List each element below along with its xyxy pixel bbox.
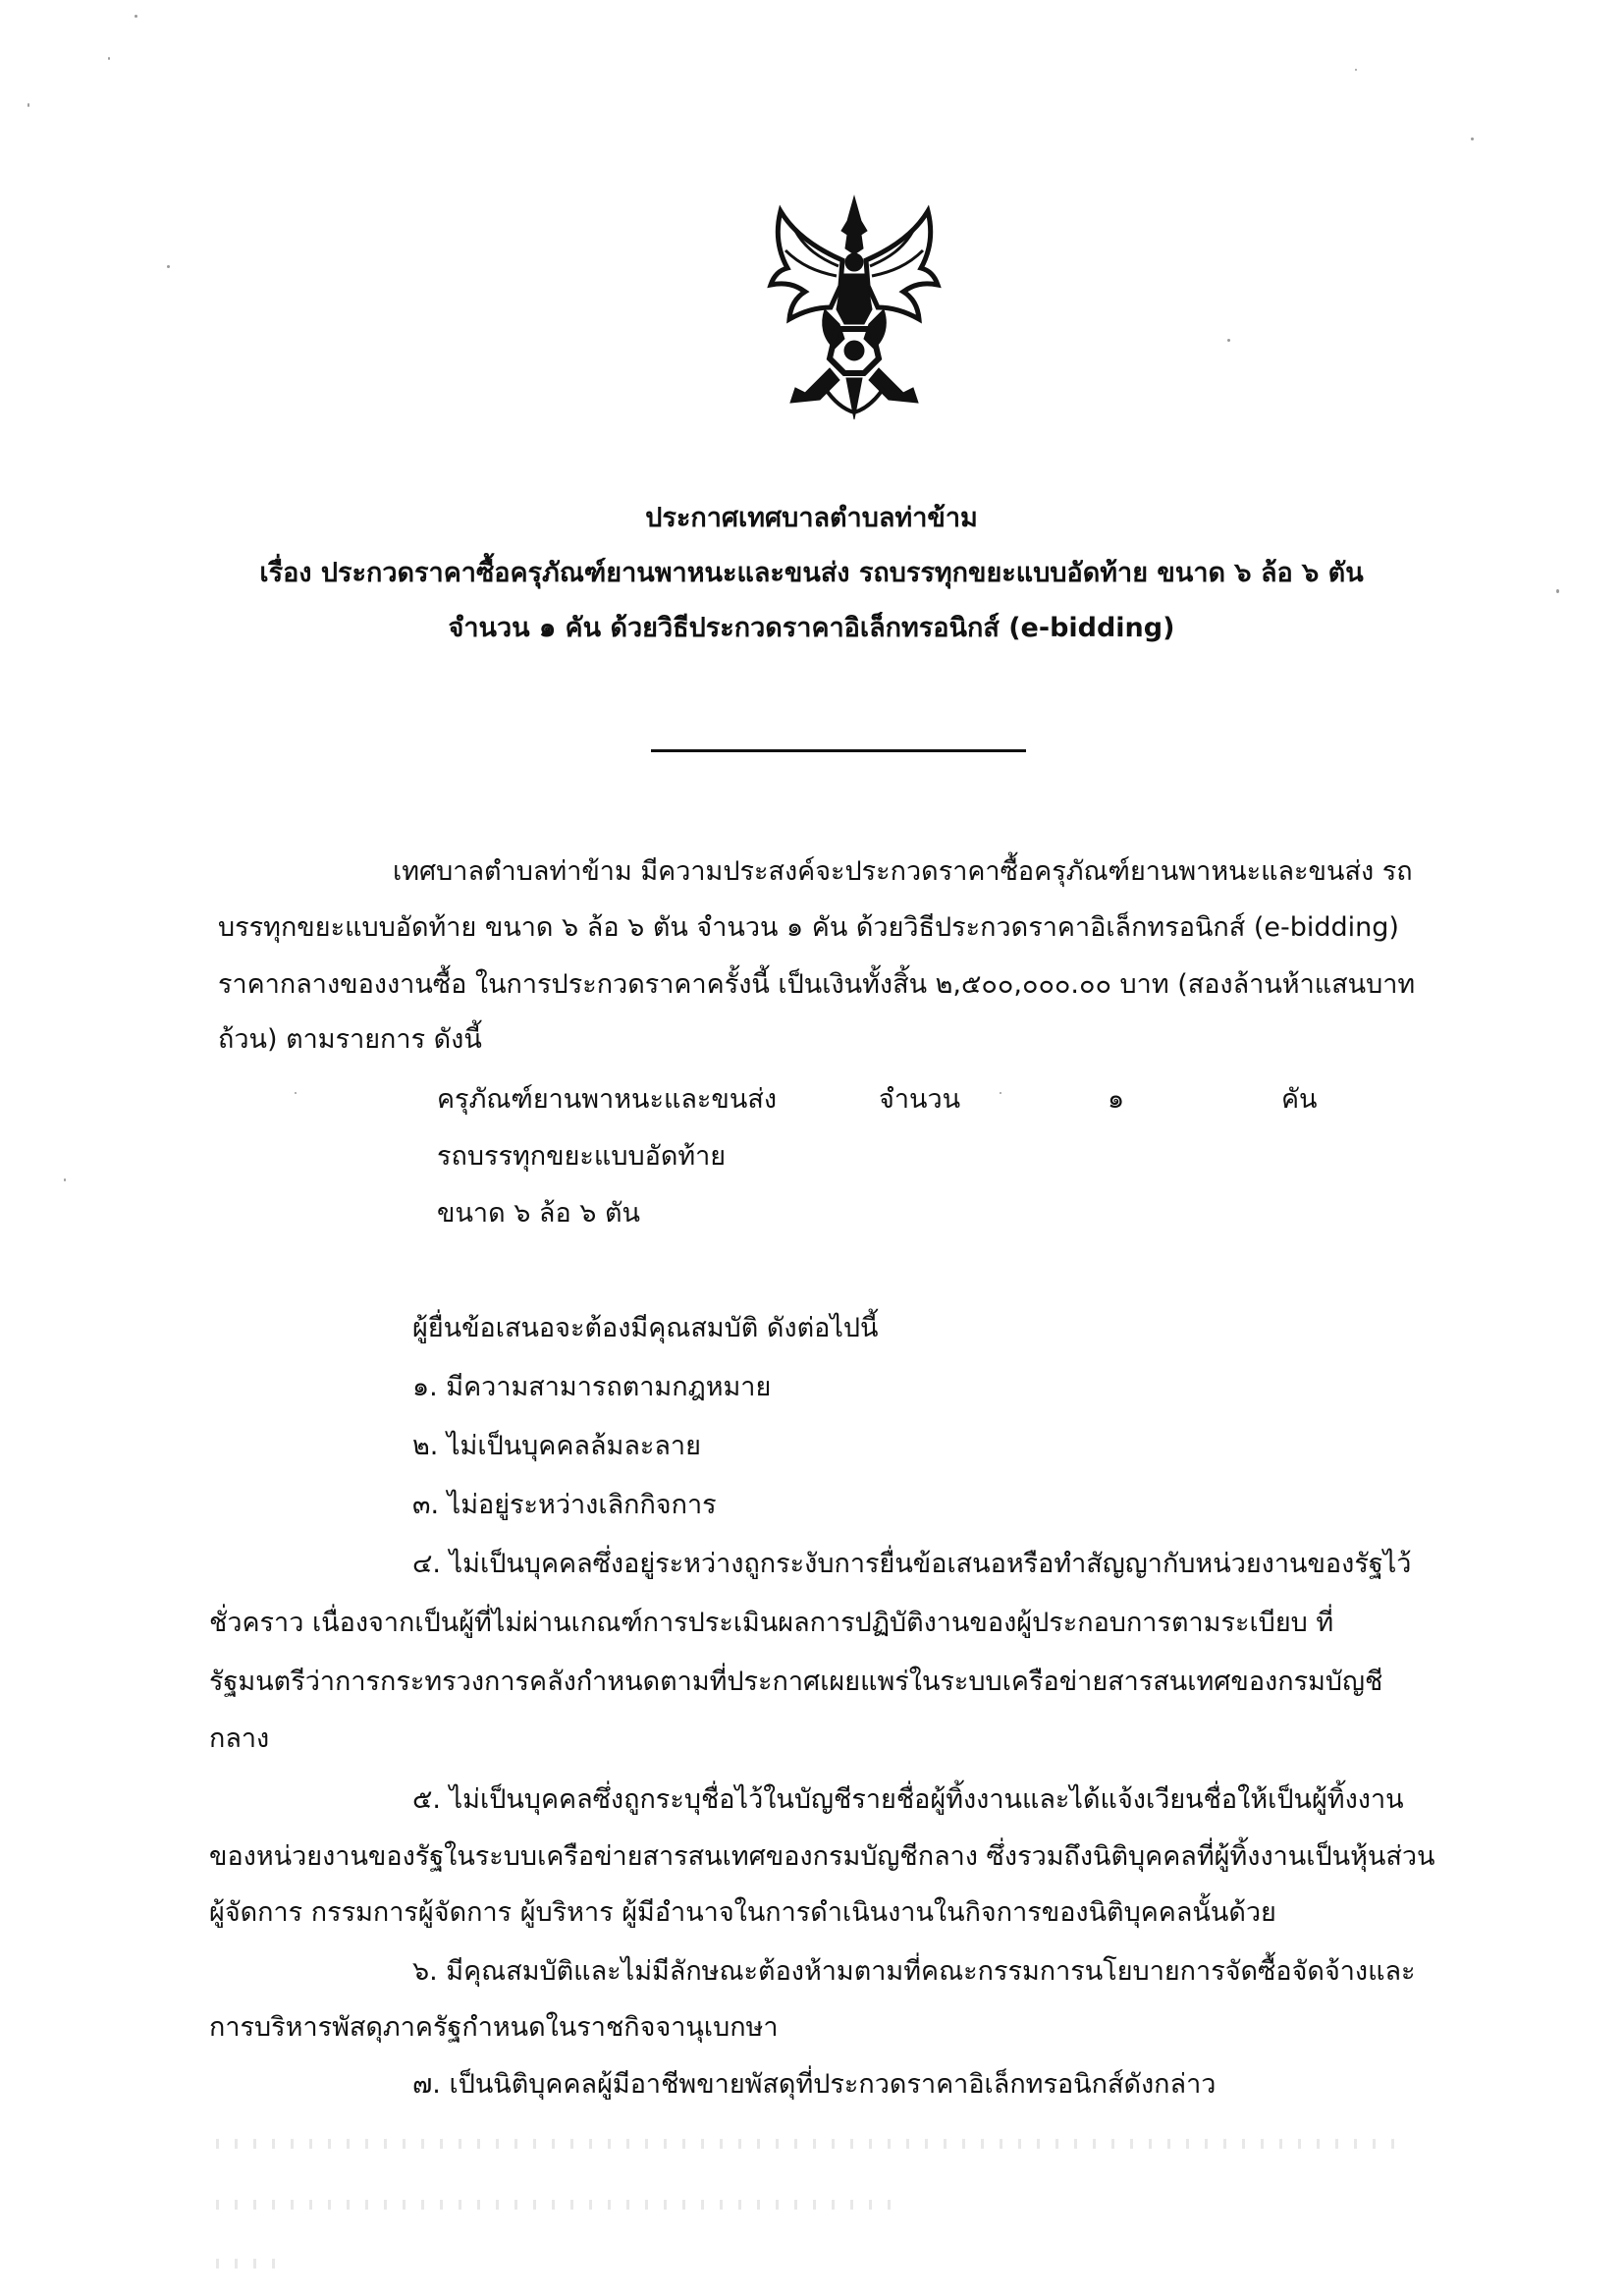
scan-speck	[1227, 339, 1230, 342]
scan-speck	[27, 103, 29, 107]
scan-speck	[1355, 69, 1357, 71]
announcement-title	[147, 491, 1476, 656]
qualification-4-line-3: รัฐมนตรีว่าการกระทรวงการคลังกำหนดตามที่ประกาศเผยแพร่ในระบบเครือข่ายสารสนเทศของกรมบัญชี	[209, 1667, 1383, 1697]
title-divider	[651, 749, 1026, 752]
qualification-5-line-2: ของหน่วยงานของรัฐในระบบเครือข่ายสารสนเทศของกรมบัญชีกลาง ซึ่งรวมถึงนิติบุคคลที่ผู้ทิ้งงานเป็นหุ้นส่วน	[209, 1841, 1435, 1872]
garuda-emblem-icon	[766, 191, 943, 422]
intro-line-4: ถ้วน) ตามรายการ ดังนี้	[218, 1024, 482, 1055]
qualifications-heading: ผู้ยื่นข้อเสนอจะต้องมีคุณสมบัติ ดังต่อไปนี้	[412, 1313, 879, 1343]
intro-line-2: บรรทุกขยะแบบอัดท้าย ขนาด ๖ ล้อ ๖ ตัน จำนวน ๑ คัน ด้วยวิธีประกวดราคาอิเล็กทรอนิกส์ (e-bidding)	[218, 912, 1399, 943]
qualification-4-line-4: กลาง	[209, 1723, 270, 1754]
scan-speck	[135, 15, 137, 18]
title-line-2: เรื่อง ประกวดราคาซื้อครุภัณฑ์ยานพาหนะและขนส่ง รถบรรทุกขยะแบบอัดท้าย ขนาด ๖ ล้อ ๖ ตัน	[259, 558, 1364, 588]
qualification-6-line-2: การบริหารพัสดุภาครัฐกำหนดในราชกิจจานุเบกษา	[209, 2012, 779, 2043]
qualification-1: ๑. มีความสามารถตามกฎหมาย	[412, 1372, 772, 1402]
item-name-line-2: รถบรรทุกขยะแบบอัดท้าย	[437, 1141, 727, 1172]
scan-bleed-through	[216, 2139, 1394, 2149]
qualification-5-line-3: ผู้จัดการ กรรมการผู้จัดการ ผู้บริหาร ผู้มีอำนาจในการดำเนินงานในกิจการของนิติบุคคลนั้นด้วย	[209, 1897, 1276, 1928]
item-name-line-3: ขนาด ๖ ล้อ ๖ ตัน	[437, 1198, 640, 1229]
scan-speck	[1471, 137, 1474, 140]
qualification-7: ๗. เป็นนิติบุคคลผู้มีอาชีพขายพัสดุที่ประกวดราคาอิเล็กทรอนิกส์ดังกล่าว	[412, 2069, 1217, 2100]
scan-speck	[295, 1092, 297, 1094]
qualification-4-line-1: ๔. ไม่เป็นบุคคลซึ่งอยู่ระหว่างถูกระงับการยื่นข้อเสนอหรือทำสัญญากับหน่วยงานของรัฐไว้	[412, 1549, 1412, 1579]
qualification-4-line-2: ชั่วคราว เนื่องจากเป็นผู้ที่ไม่ผ่านเกณฑ์การประเมินผลการปฏิบัติงานของผู้ประกอบการตามระเบียบ ที่	[209, 1608, 1334, 1638]
item-unit: คัน	[1281, 1084, 1318, 1115]
scan-speck	[1556, 589, 1559, 593]
title-line-3: จำนวน ๑ คัน ด้วยวิธีประกวดราคาอิเล็กทรอนิกส์ (e-bidding)	[448, 613, 1175, 643]
scan-bleed-through	[216, 2259, 275, 2269]
scan-speck	[64, 1178, 66, 1181]
item-name-line-1: ครุภัณฑ์ยานพาหนะและขนส่ง	[437, 1084, 778, 1115]
qualification-3: ๓. ไม่อยู่ระหว่างเลิกกิจการ	[412, 1490, 717, 1520]
intro-line-1: เทศบาลตำบลท่าข้าม มีความประสงค์จะประกวดราคาซื้อครุภัณฑ์ยานพาหนะและขนส่ง รถ	[393, 856, 1413, 887]
title-line-1: ประกาศเทศบาลตำบลท่าข้าม	[645, 503, 978, 533]
item-quantity: ๑	[1108, 1084, 1125, 1115]
qualification-5-line-1: ๕. ไม่เป็นบุคคลซึ่งถูกระบุชื่อไว้ในบัญชีรายชื่อผู้ทิ้งงานและได้แจ้งเวียนชื่อให้เป็นผู้ทิ้งงาน	[412, 1784, 1404, 1815]
item-quantity-label: จำนวน	[879, 1084, 961, 1115]
intro-line-3: ราคากลางของงานซื้อ ในการประกวดราคาครั้งนี้ เป็นเงินทั้งสิ้น ๒,๕๐๐,๐๐๐.๐๐ บาท (สองล้านห้าแสนบาท	[218, 969, 1416, 1000]
qualification-6-line-1: ๖. มีคุณสมบัติและไม่มีลักษณะต้องห้ามตามที่คณะกรรมการนโยบายการจัดซื้อจัดจ้างและ	[412, 1956, 1416, 1987]
scan-speck	[108, 57, 110, 60]
scan-bleed-through	[216, 2200, 903, 2210]
scan-speck	[1000, 1092, 1001, 1094]
qualification-2: ๒. ไม่เป็นบุคคลล้มละลาย	[412, 1431, 701, 1461]
scan-speck	[167, 265, 170, 268]
